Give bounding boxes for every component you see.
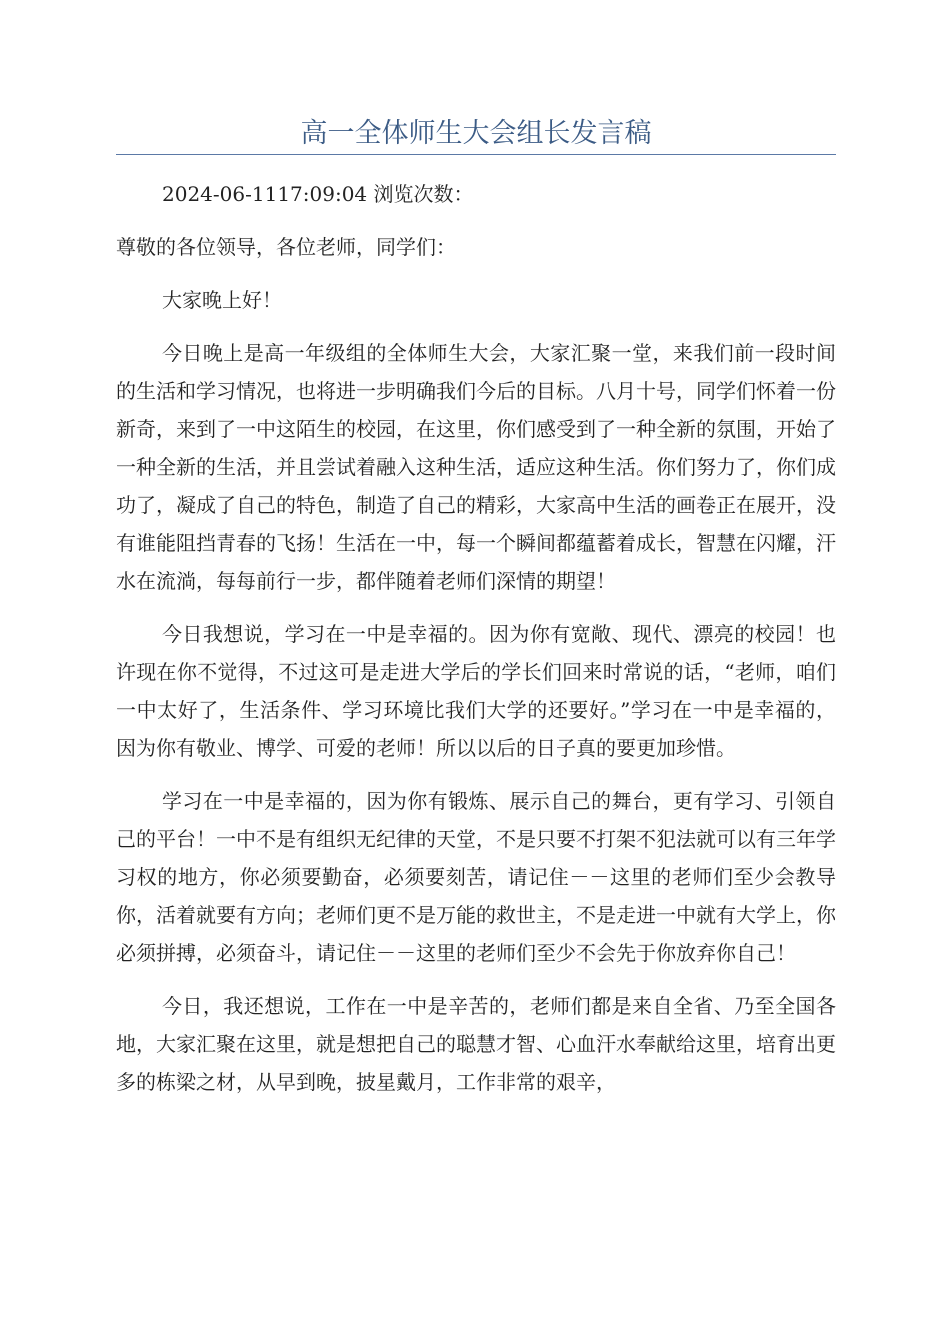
document-title: 高一全体师生大会组长发言稿: [300, 118, 652, 149]
paragraph: 学习在一中是幸福的，因为你有锻炼、展示自己的舞台，更有学习、引领自己的平台！一中不是有组织无纪律的天堂，不是只要不打架不犯法就可以有三年学习权的地方，你必须要勤奋，必须要刻苦，请记住－－这里的老师们至少会教导你，活着就要有方向；老师们更不是万能的救世主，不是走进一中就有大学上，你必须拼搏，必须奋斗，请记住－－这里的老师们至少不会先于你放弃你自己！: [116, 789, 836, 965]
document-page: [116, 0, 836, 1344]
paragraph: 今日，我还想说，工作在一中是辛苦的，老师们都是来自全省、乃至全国各地，大家汇聚在这里，就是想把自己的聪慧才智、心血汗水奉献给这里，培育出更多的栋梁之材，从早到晚，披星戴月，工作非常的艰辛，: [116, 994, 836, 1094]
salutation: 尊敬的各位领导，各位老师，同学们：: [116, 235, 456, 259]
paragraph: 今日晚上是高一年级组的全体师生大会，大家汇聚一堂，来我们前一段时间的生活和学习情况，也将进一步明确我们今后的目标。八月十号，同学们怀着一份新奇，来到了一中这陌生的校园，在这里，你们感受到了一种全新的氛围，开始了一种全新的生活，并且尝试着融入这种生活，适应这种生活。你们努力了，你们成功了，凝成了自己的特色，制造了自己的精彩，大家高中生活的画卷正在展开，没有谁能阻挡青春的飞扬！生活在一中，每一个瞬间都蕴蓄着成长，智慧在闪耀，汗水在流淌，每每前行一步，都伴随着老师们深情的期望！: [116, 341, 836, 593]
document-body: [116, 175, 836, 1116]
greeting: 大家晚上好！: [162, 288, 282, 312]
paragraph: 今日我想说，学习在一中是幸福的。因为你有宽敞、现代、漂亮的校园！也许现在你不觉得，不过这可是走进大学后的学长们回来时常说的话，“老师，咱们一中太好了，生活条件、学习环境比我们大学的还要好。”学习在一中是幸福的，因为你有敬业、博学、可爱的老师！所以以后的日子真的要更加珍惜。: [116, 622, 836, 760]
publish-meta: 2024-06-1117:09:04 浏览次数：: [162, 182, 474, 206]
title-underline: [116, 154, 836, 155]
